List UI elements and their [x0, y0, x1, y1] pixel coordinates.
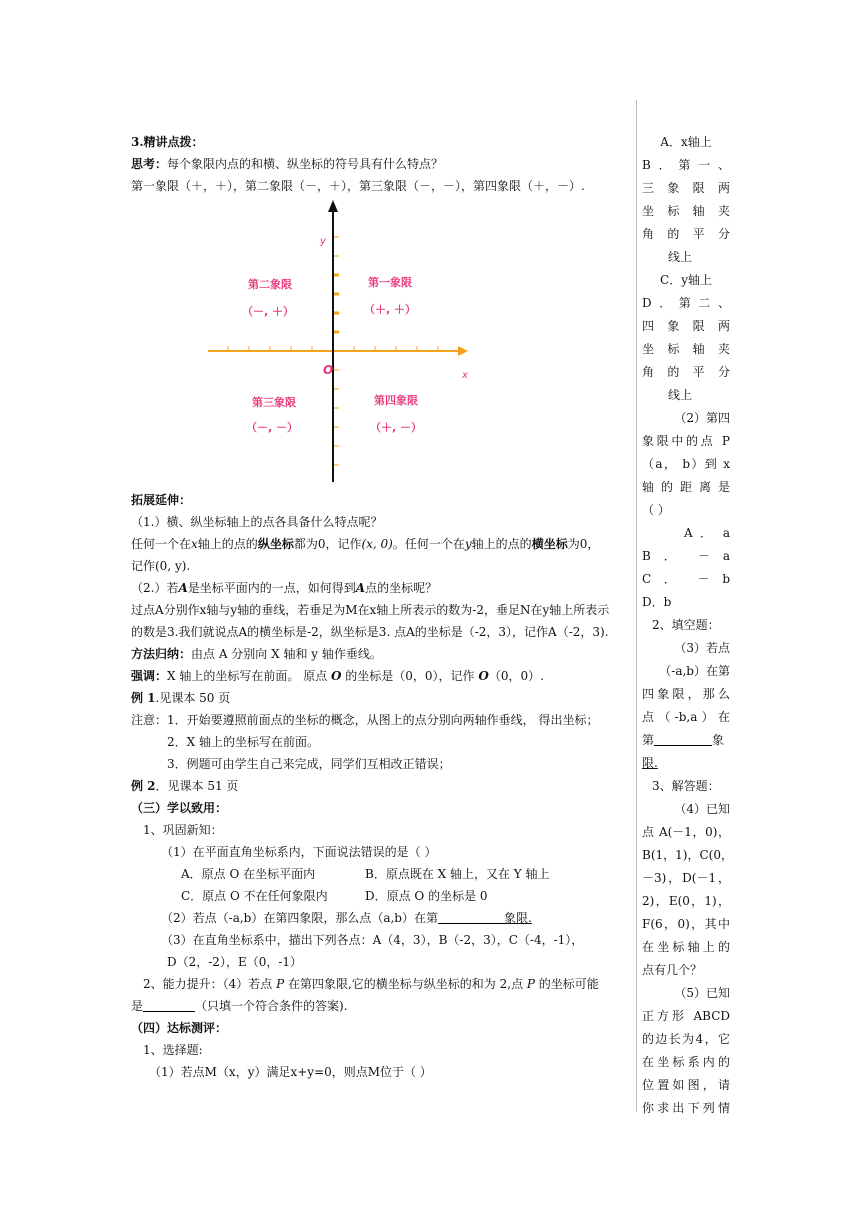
side-line: F(6，0)，其中 [642, 917, 730, 931]
s3-option-b: B．原点既在 X 轴上，又在 Y 轴上 [365, 867, 550, 881]
quadrant-2-name: 第二象限 [248, 278, 292, 291]
side-line: 线上 [668, 388, 693, 402]
method-label: 方法归纳： [131, 647, 192, 661]
text: 的坐标可能 [534, 977, 599, 991]
quadrant-2-sign: （－, ＋） [242, 305, 295, 318]
stress-line [131, 668, 544, 684]
text: 象 [712, 733, 725, 747]
question-1: （1.）横、纵坐标轴上的点各具备什么特点呢？ [131, 515, 383, 529]
quadrant-3-name: 第三象限 [252, 396, 296, 409]
side-line: （a， b）到 x [642, 457, 730, 471]
side-line: 点（-b,a）在 [642, 710, 730, 724]
side-line: C．y轴上 [660, 273, 712, 287]
question-2 [131, 580, 437, 596]
note-3: 3．例题可由学生自己来完成，同学们互相改正错误； [167, 757, 451, 771]
side-line: D．b [642, 595, 672, 609]
text: 任何一个在 [131, 537, 192, 551]
var-p: P [276, 977, 285, 991]
quadrant-1-name: 第一象限 [368, 276, 412, 289]
origin-label: O [323, 363, 334, 377]
coordinate-diagram [200, 196, 480, 488]
column-divider [636, 100, 637, 1112]
side-line: A ． a [684, 526, 730, 540]
text: 都为0，记作 [293, 537, 362, 551]
text: 为0， [567, 537, 600, 551]
text: （0，0）. [488, 669, 544, 683]
side-line: A．x轴上 [660, 135, 712, 149]
quadrant-3-sign: （－, －） [246, 421, 299, 434]
example-1 [131, 690, 230, 706]
side-line: 角的平分 [642, 365, 730, 379]
section-heading: 3.精讲点拨： [131, 135, 204, 149]
answer-blank[interactable] [654, 733, 712, 746]
side-line: 点有几个？ [642, 963, 703, 977]
var-a: A [178, 581, 188, 595]
side-line: 三象限两 [642, 181, 730, 195]
side-line: 线上 [668, 250, 693, 264]
side-line [642, 732, 730, 748]
section-3-heading: （三）学以致用： [131, 801, 228, 815]
side-line: （2）第四 [674, 411, 730, 425]
text: 轴上的点的 [471, 537, 532, 551]
text: X 轴上的坐标写在前面。 原点 [167, 669, 332, 683]
s3-option-a: A．原点 O 在坐标平面内 [181, 867, 316, 881]
answer-blank[interactable] [438, 911, 504, 924]
bold-ordinate: 纵坐标 [257, 537, 294, 551]
y-arrow-icon [328, 200, 338, 212]
side-line: 四象限两 [642, 319, 730, 333]
think-text: 每个象限内点的和横、纵坐标的符号具有什么特点？ [167, 157, 444, 171]
side-line: 的边长为4，它 [642, 1032, 730, 1046]
origin-symbol: O [478, 669, 489, 683]
method-line [131, 646, 382, 662]
s4-item-1: 1、选择题: [143, 1043, 203, 1057]
side-line: B ． － a [642, 549, 730, 563]
origin-symbol: O [331, 669, 342, 683]
note-2: 2．X 轴上的坐标写在前面。 [167, 735, 319, 749]
x-arrow-icon [458, 346, 468, 356]
s3-question-2 [161, 910, 532, 926]
var-p: P [526, 977, 535, 991]
x-axis-label: x [462, 370, 468, 381]
s3-item-2 [143, 976, 599, 992]
answer-2-line-1: 过点A分别作x轴与y轴的垂线，若垂足为M在x轴上所表示的数为-2，垂足N在y轴上所表示 [131, 603, 610, 617]
text: （2）若点（-a,b）在第四象限，那么点（a,b）在第 [161, 911, 438, 925]
s4-question-1: （1）若点M（x，y）满足x+y=0，则点M位于（ ） [149, 1065, 432, 1079]
side-line: 四象限，那么 [642, 687, 730, 701]
side-line: 2、填空题： [652, 618, 720, 632]
text: 轴上的点的 [197, 537, 258, 551]
side-line: （-a,b）在第 [659, 664, 730, 678]
bold-abscissa: 横坐标 [531, 537, 568, 551]
method-text: 由点 A 分别向 X 轴和 y 轴作垂线。 [191, 647, 382, 661]
side-line: 位置如图，请 [642, 1078, 730, 1092]
note-1: 注意：1．开始要遵照前面点的坐标的概念，从图上的点分别向两轴作垂线， 得出坐标； [131, 713, 599, 727]
text: 是坐标平面内的一点，如何得到 [187, 581, 356, 595]
coord: (x, 0) [361, 537, 393, 551]
side-line: 2)，E(0，1)， [642, 894, 730, 908]
text: ．见课本 51 页 [155, 779, 239, 793]
side-line: D．第二、 [642, 296, 730, 310]
quadrant-4-name: 第四象限 [374, 394, 418, 407]
side-line: 坐标轴夹 [642, 342, 730, 356]
side-line: 坐标轴夹 [642, 204, 730, 218]
side-line: 轴的距离是 [642, 480, 730, 494]
example-label: 例 2 [131, 779, 156, 793]
think-label: 思考： [131, 157, 168, 171]
side-line: 象限中的点 P [642, 434, 730, 448]
example-label: 例 1 [131, 691, 156, 705]
section-4-heading: （四）达标测评： [131, 1021, 228, 1035]
y-axis-label: y [320, 236, 326, 247]
quadrant-signs-line: 第一象限（＋，＋），第二象限（－，＋），第三象限（－，－），第四象限（＋，－）. [131, 179, 585, 193]
stress-label: 强调： [131, 669, 168, 683]
answer-1-line-1 [131, 536, 599, 552]
side-line: 正方形 ABCD [642, 1009, 730, 1023]
side-line: 你求出下列情 [642, 1101, 730, 1115]
text: 是 [131, 999, 144, 1013]
think-line [131, 156, 443, 172]
text: 第 [642, 733, 655, 747]
s3-question-3: （3）在直角坐标系中，描出下列各点：A（4，3），B（-2，3），C（-4，-1）， [161, 933, 584, 947]
s3-question-1: （1）在平面直角坐标系内，下面说法错误的是（ ） [161, 845, 437, 859]
side-line: （4）已知 [674, 802, 730, 816]
extend-heading: 拓展延伸： [131, 493, 192, 507]
var-y: y [464, 537, 472, 551]
var-a: A [355, 581, 366, 595]
s3-option-d: D．原点 O 的坐标是 0 [365, 889, 488, 903]
text: 点的坐标呢？ [365, 581, 438, 595]
text: .见课本 50 页 [155, 691, 231, 705]
text: 。任何一个在 [392, 537, 465, 551]
side-line: （3）若点 [674, 641, 730, 655]
s3-option-c: C．原点 O 不在任何象限内 [181, 889, 328, 903]
text: 限. [642, 756, 658, 770]
quadrant-4-sign: （＋, －） [370, 421, 423, 434]
text: 的坐标是（0，0），记作 [341, 669, 479, 683]
answer-1-line-2: 记作(0, y). [131, 559, 191, 573]
text: 在第四象限,它的横坐标与纵坐标的和为 2,点 [284, 977, 527, 991]
text: 2、能力提升：（4）若点 [143, 977, 277, 991]
answer-blank[interactable] [143, 999, 195, 1012]
side-line: B．第一、 [642, 158, 730, 172]
side-line: （ ） [642, 503, 670, 517]
text: 象限. [504, 911, 532, 925]
quadrant-1-sign: （＋, ＋） [364, 303, 417, 316]
side-line: 点 A(－1，0)， [642, 825, 730, 839]
side-line: －3)，D(－1， [642, 871, 730, 885]
side-line: 3、解答题： [652, 779, 720, 793]
s3-question-3b: D（2，-2），E（0，-1） [167, 955, 303, 969]
section-3-item-1: 1、巩固新知： [143, 823, 223, 837]
var-x: x [191, 537, 198, 551]
s3-item-2b [131, 998, 348, 1014]
side-line: B(1，1)，C(0， [642, 848, 733, 862]
side-line: 在坐标系内的 [642, 1055, 730, 1069]
answer-2-line-2: 的数是3.我们就说点A的横坐标是-2，纵坐标是3. 点A的坐标是（-2，3），记作A（-2，3). [131, 625, 609, 639]
side-line [642, 755, 730, 771]
side-line: 角的平分 [642, 227, 730, 241]
example-2 [131, 778, 238, 794]
side-line: 在坐标轴上的 [642, 940, 730, 954]
text: （只填一个符合条件的答案). [195, 999, 348, 1013]
side-line: C ． － b [642, 572, 730, 586]
side-line: （5）已知 [674, 986, 730, 1000]
text: （2.）若 [131, 581, 179, 595]
